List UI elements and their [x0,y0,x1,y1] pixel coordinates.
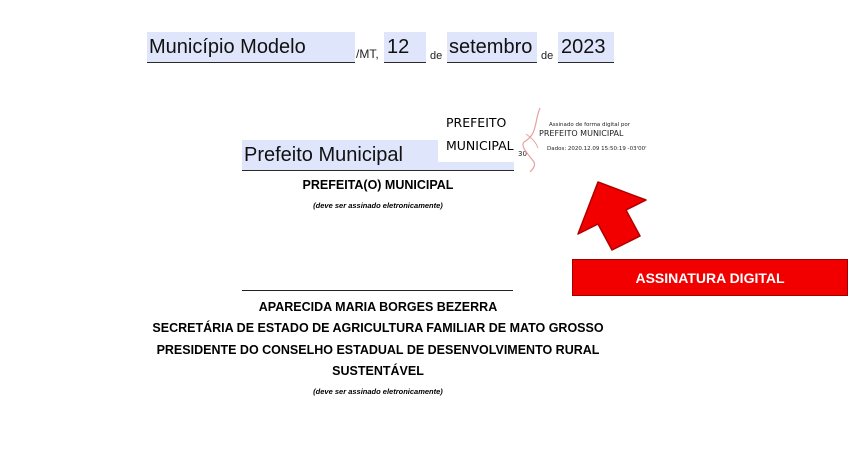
prefeito-field-value: Prefeito Municipal [244,144,403,166]
digital-suffix: 30 [518,150,527,158]
municipio-value: Município Modelo [149,36,306,58]
de-label-1: de [430,50,443,62]
uf-suffix: /MT, [356,47,379,61]
prefeito-note: (deve ser assinado eletronicamente) [313,201,443,210]
digital-signer-name-line2: MUNICIPAL [446,138,514,153]
ano-value: 2023 [561,36,606,58]
second-signer-name: APARECIDA MARIA BORGES BEZERRA [258,300,498,314]
second-signer-title-3: SUSTENTÁVEL [332,364,424,378]
prefeito-role-label: PREFEITA(O) MUNICIPAL [302,178,454,192]
municipio-field[interactable] [147,32,355,63]
dia-value: 12 [387,36,410,58]
ano-field[interactable] [558,32,614,63]
digital-signature-stroke [516,104,546,174]
digital-signed-date: Dados: 2020.12.09 15:50:19 -03'00' [547,146,647,152]
second-signature-line [242,290,513,291]
dia-field[interactable] [384,32,426,63]
second-signer-title-2: PRESIDENTE DO CONSELHO ESTADUAL DE DESENVOLVIMENTO RURAL [156,343,600,357]
second-signer-note: (deve ser assinado eletronicamente) [313,387,443,396]
arrow-up-left-icon [570,176,656,256]
digital-signed-label: Assinado de forma digital por [549,122,631,128]
second-signer-title-1: SECRETÁRIA DE ESTADO DE AGRICULTURA FAMILIAR DE MATO GROSSO [152,321,604,335]
digital-signed-name: PREFEITO MUNICIPAL [539,129,624,138]
digital-signer-name-line1: PREFEITO [446,115,507,130]
mes-value: setembro [449,36,533,58]
mes-field[interactable] [447,32,537,63]
de-label-2: de [541,50,554,62]
digital-signature-badge: ASSINATURA DIGITAL [572,259,848,296]
